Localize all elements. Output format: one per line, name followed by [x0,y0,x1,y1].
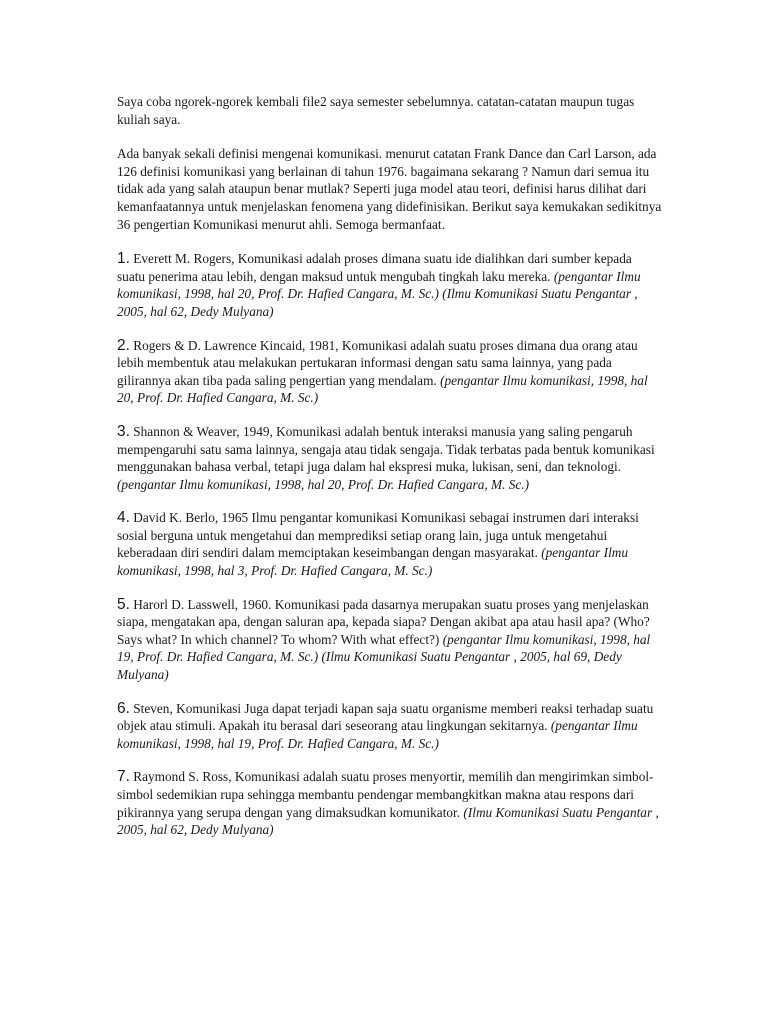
entry-number: 2. [117,336,130,354]
definition-entry-1 [117,250,662,320]
intro-paragraph-1: Saya coba ngorek-ngorek kembali file2 saya semester sebelumnya. catatan-catatan maupun tugas kuliah saya. [117,94,635,127]
definition-entry-3 [117,423,662,493]
entry-text: Shannon & Weaver, 1949, Komunikasi adalah bentuk interaksi manusia yang saling pengaruh mempengaruhi satu sama lainnya, sengaja atau tidak sengaja. Tidak terbatas pada bentuk komunikasi menggunakan bahasa verbal, tetapi juga dalam hal ekspresi muka, lukisan, seni, dan teknologi. [117,423,655,475]
entry-number: 5. [117,595,130,613]
entry-citation: (Ilmu Komunikasi Suatu Pengantar , 2005, hal 62, Dedy Mulyana) [117,804,659,838]
entry-citation: (pengantar Ilmu komunikasi, 1998, hal 20, Prof. Dr. Hafied Cangara, M. Sc.) (Ilmu Komunikasi Suatu Pengantar , 2005, hal 62, Dedy Mulyana) [117,268,641,319]
entry-number: 7. [117,768,130,786]
entry-citation: (pengantar Ilmu komunikasi, 1998, hal 3, Prof. Dr. Hafied Cangara, M. Sc.) [117,545,629,579]
entry-text: Steven, Komunikasi Juga dapat terjadi kapan saja suatu organisme memberi reaksi terhadap suatu objek atau stimuli. Apakah itu berasal dari seseorang atau lingkungan sekitarnya. [117,700,654,734]
entry-text: Raymond S. Ross, Komunikasi adalah suatu proses menyortir, memilih dan mengirimkan simbol-simbol sedemikian rupa sehingga membantu pendengar membangkitkan makna atau respons dari pikirannya yang serupa dengan yang dimaksudkan komunikator. [117,769,654,820]
definition-entry-4 [117,509,662,579]
entry-citation: (pengantar Ilmu komunikasi, 1998, hal 20, Prof. Dr. Hafied Cangara, M. Sc.) [117,372,648,406]
entry-number: 1. [117,250,130,268]
definition-entry-2 [117,337,662,407]
entry-citation: (pengantar Ilmu komunikasi, 1998, hal 19, Prof. Dr. Hafied Cangara, M. Sc.) (Ilmu Komunikasi Suatu Pengantar , 2005, hal 69, Dedy Mulyana) [117,631,651,683]
definition-entry-7 [117,768,662,838]
entry-text: Harorl D. Lasswell, 1960. Komunikasi pada dasarnya merupakan suatu proses yang menjelaskan siapa, mengatakan apa, dengan saluran apa, kepada siapa? Dengan akibat apa atau hasil apa? (Who? Says what? In which channel? To whom? With what effect?) [117,596,650,647]
definition-entry-6 [117,700,662,753]
intro-paragraph-2: Ada banyak sekali definisi mengenai komunikasi. menurut catatan Frank Dance dan Carl Larson, ada 126 definisi komunikasi yang berlainan di tahun 1976. bagaimana sekarang ? Namun dari semua itu tidak ada yang salah ataupun benar mutlak? Seperti juga model atau teori, definisi harus dilihat dari kemanfaatannya untuk menjelaskan fenomena yang didefinisikan. Berikut saya kemukakan sedikitnya 36 pengertian Komunikasi menurut ahli. Semoga bermanfaat. [117,146,662,232]
entry-number: 3. [117,422,130,440]
entry-number: 4. [117,509,130,527]
document-page [117,93,662,855]
entry-text: David K. Berlo, 1965 Ilmu pengantar komunikasi Komunikasi sebagai instrumen dari interaksi sosial berguna untuk mengetahui dan memprediksi setiap orang lain, juga untuk mengetahui keberadaan diri sendiri dalam memciptakan keseimbangan dengan masyarakat. [117,510,639,561]
entry-text: Rogers & D. Lawrence Kincaid, 1981, Komunikasi adalah suatu proses dimana dua orang atau lebih membentuk atau melakukan pertukaran informasi dengan satu sama lainnya, yang pada gilirannya akan tiba pada saling pengertian yang mendalam. [117,337,638,388]
entry-citation: (pengantar Ilmu komunikasi, 1998, hal 19, Prof. Dr. Hafied Cangara, M. Sc.) [117,718,638,751]
definition-entry-5 [117,596,662,684]
entry-number: 6. [117,699,130,717]
entry-text: Everett M. Rogers, Komunikasi adalah proses dimana suatu ide dialihkan dari sumber kepada suatu penerima atau lebih, dengan maksud untuk mengubah tingkah laku mereka. [117,251,632,284]
entry-citation: (pengantar Ilmu komunikasi, 1998, hal 20, Prof. Dr. Hafied Cangara, M. Sc.) [117,476,530,492]
